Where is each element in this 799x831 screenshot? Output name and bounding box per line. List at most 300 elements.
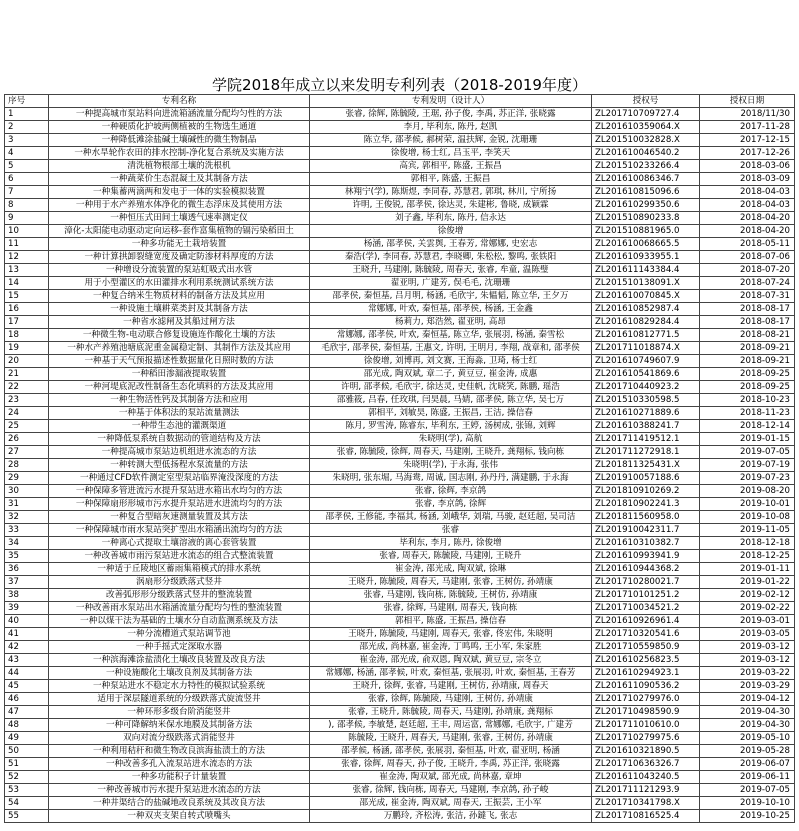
cell-name: 一种集蓄两滴两和发电于一体的实验模拟装置 [49,186,310,199]
cell-name: 清洗植物根部土壤的洗根机 [49,160,310,173]
cell-date: 2018-08-17 [700,303,795,316]
table-row [5,420,795,433]
cell-inventors: 张睿, 徐辉, 李京鸽 [310,485,592,498]
cell-name: 一种利用秸秆和微生物改良滨海盐渍土的方法 [49,745,310,758]
cell-name: 一种生物活性钙及其制备方法和应用 [49,394,310,407]
cell-name: 一种多功能无土栽培装置 [49,238,310,251]
cell-patent-no: ZL201610086346.7 [592,173,700,186]
table-row [5,264,795,277]
cell-no: 3 [5,134,49,147]
cell-name: 漳化-太阳能电动驱动定向运移-套作富集植物的镉污染稻田土 [49,225,310,238]
cell-inventors: 张睿, 徐辉, 马建刚, 周春天, 钱向栋 [310,602,592,615]
cell-no: 28 [5,459,49,472]
cell-no: 47 [5,706,49,719]
cell-patent-no: ZL201811325431.X [592,459,700,472]
table-row [5,407,795,420]
cell-patent-no: ZL201710636326.7 [592,758,700,771]
cell-inventors: 王晓升, 陈毓陵, 周春天, 马建刚, 张睿, 王树仿, 孙靖康 [310,576,592,589]
cell-patent-no: ZL201811560958.0 [592,511,700,524]
cell-patent-no: ZL201710034521.2 [592,602,700,615]
cell-no: 35 [5,550,49,563]
cell-patent-no: ZL201510890233.8 [592,212,700,225]
table-row [5,680,795,693]
cell-date: 2018-03-09 [700,173,795,186]
table-row [5,667,795,680]
cell-patent-no: ZL201710279976.0 [592,693,700,706]
table-row [5,485,795,498]
cell-inventors: 崔金涛, 邵光成, 俞双恩, 陶双斌, 黄豆豆, 宗冬立 [310,654,592,667]
table-row [5,186,795,199]
cell-no: 54 [5,797,49,810]
cell-date: 2017-11-28 [700,121,795,134]
table-row [5,303,795,316]
cell-date: 2018-09-21 [700,342,795,355]
cell-patent-no: ZL201610294923.1 [592,667,700,680]
cell-name: 一种泵站进水不稳定水力特性的模拟试验系统 [49,680,310,693]
cell-patent-no: ZL201610359064.X [592,121,700,134]
cell-inventors: 邵光成, 尚林嘉, 崔金涛, 丁鸣鸣, 王小军, 朱家胜 [310,641,592,654]
table-row [5,212,795,225]
cell-name: 一种用于水产养殖水体净化的微生态浮床及其使用方法 [49,199,310,212]
table-row [5,693,795,706]
table-row [5,797,795,810]
cell-date: 2018-04-03 [700,186,795,199]
table-row [5,628,795,641]
table-row [5,589,795,602]
cell-date: 2019-03-22 [700,667,795,680]
cell-patent-no: ZL201711018874.X [592,342,700,355]
cell-no: 15 [5,290,49,303]
table-row [5,108,795,121]
cell-inventors: 郭相平, 陈盛, 王振昌 [310,173,592,186]
cell-name: 适用于深层隧道系统的分级跌落式旋流竖井 [49,693,310,706]
cell-name: 一种降低滩涂盐碱土壤碱性的微生物制品 [49,134,310,147]
cell-no: 13 [5,264,49,277]
cell-inventors: 常娜娜, 杨涵, 邵孝候, 叶欢, 秦恒基, 张展羽, 叶欢, 秦恒基, 王春芳 [310,667,592,680]
cell-no: 50 [5,745,49,758]
cell-patent-no: ZL201610310382.7 [592,537,700,550]
cell-patent-no: ZL201510138091.X [592,277,700,290]
cell-date: 2019-03-05 [700,628,795,641]
table-row [5,160,795,173]
cell-date: 2018-10-23 [700,394,795,407]
table-row [5,121,795,134]
cell-name: 一种双夹支架自转式喷嘴头 [49,810,310,823]
cell-name: 一种井渠结合的盐碱地改良系统及其改良方法 [49,797,310,810]
cell-patent-no: ZL201610388241.7 [592,420,700,433]
cell-inventors: 陈毓陵, 王晓升, 周春天, 马建刚, 张睿, 王树仿, 孙靖康 [310,732,592,745]
cell-name: 一种改善雨水泵站出水箱涵流量分配均匀性的整流装置 [49,602,310,615]
cell-inventors: 刘子鑫, 毕利东, 陈丹, 信永达 [310,212,592,225]
table-row [5,472,795,485]
cell-no: 17 [5,316,49,329]
cell-date: 2018-08-21 [700,329,795,342]
cell-inventors: 邵光成, 陶双斌, 章二子, 黄豆豆, 崔金涛, 成惠 [310,368,592,381]
cell-date: 2019-07-19 [700,459,795,472]
cell-inventors: 邵孝候, 杨涵, 邵孝侯, 张展羽, 秦恒基, 叶欢, 翟亚明, 杨涵 [310,745,592,758]
cell-no: 29 [5,472,49,485]
cell-date: 2019-04-30 [700,719,795,732]
cell-no: 48 [5,719,49,732]
table-row [5,381,795,394]
cell-patent-no: ZL201710341798.X [592,797,700,810]
cell-date: 2018-04-20 [700,225,795,238]
cell-patent-no: ZL201611043240.5 [592,771,700,784]
cell-inventors: 朱晓明, 张东堀, 马海鸯, 周诚, 国志刚, 孙丹丹, 满建鹏, 于永海 [310,472,592,485]
cell-inventors: 王晓升, 马建刚, 陈毓陵, 周春天, 张睿, 牟童, 温陈璧 [310,264,592,277]
cell-inventors: 毛欣宇, 邵孝侯, 秦恒基, 王惠文, 许明, 王明月, 李翔, 战章和, 邵孝侯 [310,342,592,355]
table-row [5,654,795,667]
cell-patent-no: ZL201610812771.5 [592,329,700,342]
cell-inventors: 崔金涛, 邵光成, 陶双斌, 徐琳 [310,563,592,576]
cell-date: 2019-03-01 [700,615,795,628]
cell-patent-no: ZL201710279975.6 [592,732,700,745]
cell-name: 一种稻田渗漏液提取装置 [49,368,310,381]
cell-date: 2019-07-23 [700,472,795,485]
cell-date: 2018-04-20 [700,212,795,225]
cell-name: 一种水产养殖池塘底泥重金属稳定制、其制作方法及其应用 [49,342,310,355]
cell-date: 2018-04-03 [700,199,795,212]
cell-date: 2019-06-07 [700,758,795,771]
cell-date: 2019-01-11 [700,563,795,576]
table-row [5,498,795,511]
cell-inventors: 徐俊增, 杨士红, 吕玉平, 李笑天 [310,147,592,160]
table-row [5,225,795,238]
cell-patent-no: ZL201610944368.2 [592,563,700,576]
table-row [5,433,795,446]
cell-name: 一种增设分流装置的泵站虹吸式出水管 [49,264,310,277]
cell-no: 27 [5,446,49,459]
cell-inventors: 常娜娜, 邵孝侯, 叶欢, 秦恒基, 陈立华, 张展羽, 杨涵, 秦雪松 [310,329,592,342]
table-row [5,537,795,550]
cell-inventors: 秦浩(学), 李同春, 苏慧君, 李晓卿, 朱松松, 黎鸣, 张铁阳 [310,251,592,264]
cell-patent-no: ZL201910042311.7 [592,524,700,537]
cell-no: 19 [5,342,49,355]
cell-name: 一种基于天气预报描述性数据量化日照时数的方法 [49,355,310,368]
cell-name: 一种环形多级台阶消能竖井 [49,706,310,719]
cell-no: 34 [5,537,49,550]
table-row [5,641,795,654]
cell-name: 双向对流分级跌落式消能竖井 [49,732,310,745]
cell-patent-no: ZL201610256823.5 [592,654,700,667]
cell-inventors: 张睿, 徐辉, 周春天, 孙子俊, 王晓升, 李禹, 苏正洋, 张晓露 [310,758,592,771]
cell-no: 45 [5,680,49,693]
cell-no: 51 [5,758,49,771]
header-patent-no: 授权号 [592,95,700,108]
cell-no: 9 [5,212,49,225]
cell-patent-no: ZL201611143384.4 [592,264,700,277]
cell-no: 53 [5,784,49,797]
cell-date: 2019-06-11 [700,771,795,784]
table-row [5,758,795,771]
table-row [5,134,795,147]
cell-name: 一种基于体积法的泵站流量测法 [49,407,310,420]
cell-name: 一种通过CFD软件测定室型泵站临界淹没深度的方法 [49,472,310,485]
cell-name: 改善弧形形分级跌落式竖井的整流装置 [49,589,310,602]
cell-date: 2019-11-05 [700,524,795,537]
cell-no: 46 [5,693,49,706]
cell-date: 2019-02-12 [700,589,795,602]
cell-date: 2018-07-06 [700,251,795,264]
table-row [5,810,795,823]
cell-inventors: 杨莉力, 郑浩然, 翟亚明, 高昂 [310,316,592,329]
table-row [5,706,795,719]
cell-inventors: 翟亚明, 广建芳, 俣毛毛, 沈珊珊 [310,277,592,290]
cell-patent-no: ZL201710709727.4 [592,108,700,121]
cell-inventors: 张睿, 李京鸽, 徐辉 [310,498,592,511]
cell-inventors: 郭相平, 陈盛, 王振昌, 操信春 [310,615,592,628]
cell-date: 2019-10-25 [700,810,795,823]
cell-no: 4 [5,147,49,160]
cell-inventors: 张睿, 王晓升, 陈毓陵, 周春天, 马建刚, 孙靖康, 龚翔标 [310,706,592,719]
cell-date: 2019-07-05 [700,446,795,459]
table-row [5,277,795,290]
cell-date: 2019-04-12 [700,693,795,706]
cell-inventors: 许明, 邵孝候, 毛欣宇, 徐达灵, 史佳帆, 沈晓笑, 陈鹏, 瑶浩 [310,381,592,394]
cell-inventors: 杨涵, 邵孝侯, 关雲舆, 王春芳, 常娜娜, 史宏志 [310,238,592,251]
cell-name: 一种计算拱卸裂缝宽度及确定防渗材料厚度的方法 [49,251,310,264]
cell-patent-no: ZL201510233266.4 [592,160,700,173]
table-row [5,459,795,472]
table-row [5,524,795,537]
cell-date: 2019-07-05 [700,784,795,797]
cell-date: 2018-05-11 [700,238,795,251]
cell-name: 一种降低泵系统自数据动的管道结构及方法 [49,433,310,446]
table-body [5,108,795,823]
cell-name: 一种适于丘陵地区蓄雨集箱模式的排水系统 [49,563,310,576]
cell-no: 12 [5,251,49,264]
cell-patent-no: ZL201710101251.2 [592,589,700,602]
cell-name: 一种分流槽道式泵站调节池 [49,628,310,641]
cell-name: 一种设施土壤耕菜类封及其制备方法 [49,303,310,316]
cell-date: 2019-10-08 [700,511,795,524]
cell-inventors: 林翔宁(学), 陈斯煜, 李同春, 苏慧君, 郭琪, 林川, 宁所扬 [310,186,592,199]
cell-date: 2018-07-24 [700,277,795,290]
cell-date: 2019-10-01 [700,498,795,511]
cell-name: 一种保障扇形形城市污水提升泵站进水进流均匀的方法 [49,498,310,511]
cell-inventors: 徐俊增, 刘博再, 刘文赛, 王海淼, 卫琦, 杨士红 [310,355,592,368]
header-no: 序号 [5,95,49,108]
cell-name: 一种离心式提取土壤溶液的离心套管装置 [49,537,310,550]
cell-inventors: 王晓升, 陈毓陵, 马建刚, 周春天, 张睿, 佟宏伟, 朱晓明 [310,628,592,641]
cell-name: 一种复合纳米生物质材料的制备方法及其应用 [49,290,310,303]
cell-date: 2018-09-25 [700,381,795,394]
cell-patent-no: ZL201610070845.X [592,290,700,303]
cell-no: 20 [5,355,49,368]
cell-no: 7 [5,186,49,199]
cell-no: 10 [5,225,49,238]
table-header-row [5,95,795,108]
cell-patent-no: ZL201610046540.2 [592,147,700,160]
cell-patent-no: ZL201711010610.0 [592,719,700,732]
cell-no: 1 [5,108,49,121]
cell-patent-no: ZL201810910269.2 [592,485,700,498]
cell-inventors: 邵雅筱, 吕春, 任玫琪, 闫昊晨, 马婧, 邵孝侯, 陈立华, 吴七万 [310,394,592,407]
table-row [5,771,795,784]
table-row [5,719,795,732]
cell-patent-no: ZL201610926961.4 [592,615,700,628]
cell-name: 一种以煤干法为基础的土壤水分自动监测系统及方法 [49,615,310,628]
cell-patent-no: ZL201710816525.4 [592,810,700,823]
table-row [5,602,795,615]
cell-no: 49 [5,732,49,745]
cell-patent-no: ZL201510032828.X [592,134,700,147]
cell-inventors: 常娜娜, 叶欢, 秦恒基, 邵孝侯, 杨涵, 王金鑫 [310,303,592,316]
cell-inventors: ), 邵孝候, 李敏楚, 赵廷超, 王丰, 周运富, 常娜娜, 毛欣宇, 广建芳 [310,719,592,732]
cell-name: 一种省水滤闸及其船过闸方法 [49,316,310,329]
cell-patent-no: ZL201710498590.9 [592,706,700,719]
cell-no: 23 [5,394,49,407]
cell-inventors: 毕利东, 李月, 陈丹, 徐俊增 [310,537,592,550]
cell-inventors: 邵光成, 崔金涛, 陶双斌, 周春天, 王振芸, 王小军 [310,797,592,810]
cell-date: 2019-01-22 [700,576,795,589]
cell-name: 一种复合型暗灰速测量装置及其方法 [49,511,310,524]
cell-name: 一种硬质化护坡两侧植被的生物选生通道 [49,121,310,134]
cell-no: 8 [5,199,49,212]
cell-inventors: 李月, 毕利东, 陈丹, 赵凯 [310,121,592,134]
cell-patent-no: ZL201510881965.0 [592,225,700,238]
cell-inventors: 万鹏玲, 齐松涛, 张洁, 孙鐽飞, 张志 [310,810,592,823]
cell-no: 33 [5,524,49,537]
cell-date: 2018-03-06 [700,160,795,173]
cell-no: 5 [5,160,49,173]
table-row [5,355,795,368]
cell-date: 2019-02-22 [700,602,795,615]
header-name: 专利名称 [49,95,310,108]
cell-inventors: 陈月, 罗雪涛, 陈睿东, 毕利东, 王婷, 汤树成, 张锦, 刘辉 [310,420,592,433]
cell-no: 16 [5,303,49,316]
cell-name: 一种可降解纳米保水地膜及其制备方法 [49,719,310,732]
cell-date: 2019-05-10 [700,732,795,745]
cell-no: 25 [5,420,49,433]
table-row [5,446,795,459]
table-row [5,550,795,563]
cell-no: 6 [5,173,49,186]
cell-name: 一种带生态池的灌溉渠道 [49,420,310,433]
cell-no: 21 [5,368,49,381]
cell-name: 一种河堤底泥改性制备生态化填料的方法及其应用 [49,381,310,394]
cell-inventors: 王晓升, 徐辉, 张睿, 马建刚, 王树仿, 孙靖康, 周春天 [310,680,592,693]
cell-patent-no: ZL201710440923.2 [592,381,700,394]
cell-name: 一种提高城市泵站料向进流箱涵流量分配均匀性的方法 [49,108,310,121]
table-row [5,251,795,264]
cell-name: 一种恒压式田间土壤透气速率测定仪 [49,212,310,225]
cell-no: 37 [5,576,49,589]
cell-date: 2019-03-29 [700,680,795,693]
cell-patent-no: ZL201610541869.6 [592,368,700,381]
cell-patent-no: ZL201610321890.5 [592,745,700,758]
cell-patent-no: ZL201810902241.3 [592,498,700,511]
cell-patent-no: ZL201611090536.2 [592,680,700,693]
cell-patent-no: ZL201610993941.9 [592,550,700,563]
cell-name: 一种转测大型低扬程水泵流量的方法 [49,459,310,472]
cell-patent-no: ZL201710280021.7 [592,576,700,589]
cell-no: 36 [5,563,49,576]
cell-date: 2018-11-23 [700,407,795,420]
cell-inventors: 高宾, 郭相平, 陈盛, 王振昌 [310,160,592,173]
table-row [5,563,795,576]
cell-name: 一种保障多管进流污水提升泵站进水箱出水均匀的方法 [49,485,310,498]
cell-inventors: 邵孝侯, 王修能, 李福其, 杨涵, 刘峨华, 刘瑞, 马骏, 赵廷超, 吴司洁 [310,511,592,524]
cell-no: 44 [5,667,49,680]
cell-name: 一种蔬菜价生态混凝土及其制备方法 [49,173,310,186]
cell-name: 一种多功能积子计量装置 [49,771,310,784]
cell-no: 43 [5,654,49,667]
cell-inventors: 陈立华, 邵孝候, 郝树荣, 温扶辉, 金锐, 沈珊珊 [310,134,592,147]
cell-no: 52 [5,771,49,784]
cell-patent-no: ZL201610068665.5 [592,238,700,251]
cell-name: 涡扇形分级跌落式竖井 [49,576,310,589]
cell-no: 26 [5,433,49,446]
cell-patent-no: ZL201610852987.4 [592,303,700,316]
cell-no: 24 [5,407,49,420]
cell-name: 一种改善多孔入流泵站进水流态的方法 [49,758,310,771]
cell-inventors: 张睿 [310,524,592,537]
cell-date: 2018-12-18 [700,537,795,550]
cell-name: 一种改善城市污水提升泵站进水流态的方法 [49,784,310,797]
cell-patent-no: ZL201711419512.1 [592,433,700,446]
table-row [5,368,795,381]
table-row [5,615,795,628]
cell-inventors: 张睿, 徐辉, 陈毓陵, 王琚, 孙子俊, 李禹, 苏正洋, 张晓露 [310,108,592,121]
cell-no: 55 [5,810,49,823]
cell-patent-no: ZL201710559850.9 [592,641,700,654]
cell-no: 41 [5,628,49,641]
cell-patent-no: ZL201610815096.6 [592,186,700,199]
cell-inventors: 郭相平, 刘敏昊, 陈盛, 王振昌, 王洁, 操信春 [310,407,592,420]
table-row [5,745,795,758]
cell-inventors: 朱晓明(学), 于永海, 张伟 [310,459,592,472]
cell-inventors: 张睿, 陈毓陵, 徐辉, 周春天, 马建刚, 王晓升, 龚翔标, 钱向栋 [310,446,592,459]
table-row [5,342,795,355]
cell-inventors: 许明, 王俊锐, 邵孝侯, 徐达灵, 朱建彬, 鲁晓, 成颖霖 [310,199,592,212]
cell-patent-no: ZL201610829284.4 [592,316,700,329]
cell-date: 2019-08-20 [700,485,795,498]
header-inventors: 专利发明（设计人） [310,95,592,108]
table-row [5,784,795,797]
cell-date: 2018-12-25 [700,550,795,563]
table-row [5,199,795,212]
cell-no: 30 [5,485,49,498]
cell-patent-no: ZL201610933955.1 [592,251,700,264]
cell-date: 2018-08-17 [700,316,795,329]
cell-date: 2018-07-31 [700,290,795,303]
cell-no: 2 [5,121,49,134]
table-row [5,238,795,251]
cell-date: 2017-12-15 [700,134,795,147]
cell-patent-no: ZL201510330598.5 [592,394,700,407]
table-row [5,576,795,589]
header-date: 授权日期 [700,95,795,108]
cell-name: 一种滨海滩涂盐渍化土壤改良装置及改良方法 [49,654,310,667]
cell-inventors: 张睿, 徐辉, 钱向栋, 周春天, 马建刚, 李京鸽, 孙子峻 [310,784,592,797]
cell-name: 一种设施酸化土壤改良剂及其制备方法 [49,667,310,680]
cell-date: 2019-04-30 [700,706,795,719]
table-row [5,394,795,407]
cell-name: 一种改善城市雨污泵站进水流态的组合式整流装置 [49,550,310,563]
cell-date: 2017-12-26 [700,147,795,160]
cell-no: 38 [5,589,49,602]
cell-date: 2018-09-25 [700,368,795,381]
cell-patent-no: ZL201711121293.9 [592,784,700,797]
cell-no: 39 [5,602,49,615]
cell-no: 40 [5,615,49,628]
cell-inventors: 张睿, 周春天, 陈毓陵, 马建刚, 王晓升 [310,550,592,563]
table-row [5,732,795,745]
cell-inventors: 张睿, 徐辉, 陈毓陵, 马建刚, 王树仿, 孙靖康 [310,693,592,706]
cell-inventors: 朱晓明(学), 高航 [310,433,592,446]
cell-no: 18 [5,329,49,342]
